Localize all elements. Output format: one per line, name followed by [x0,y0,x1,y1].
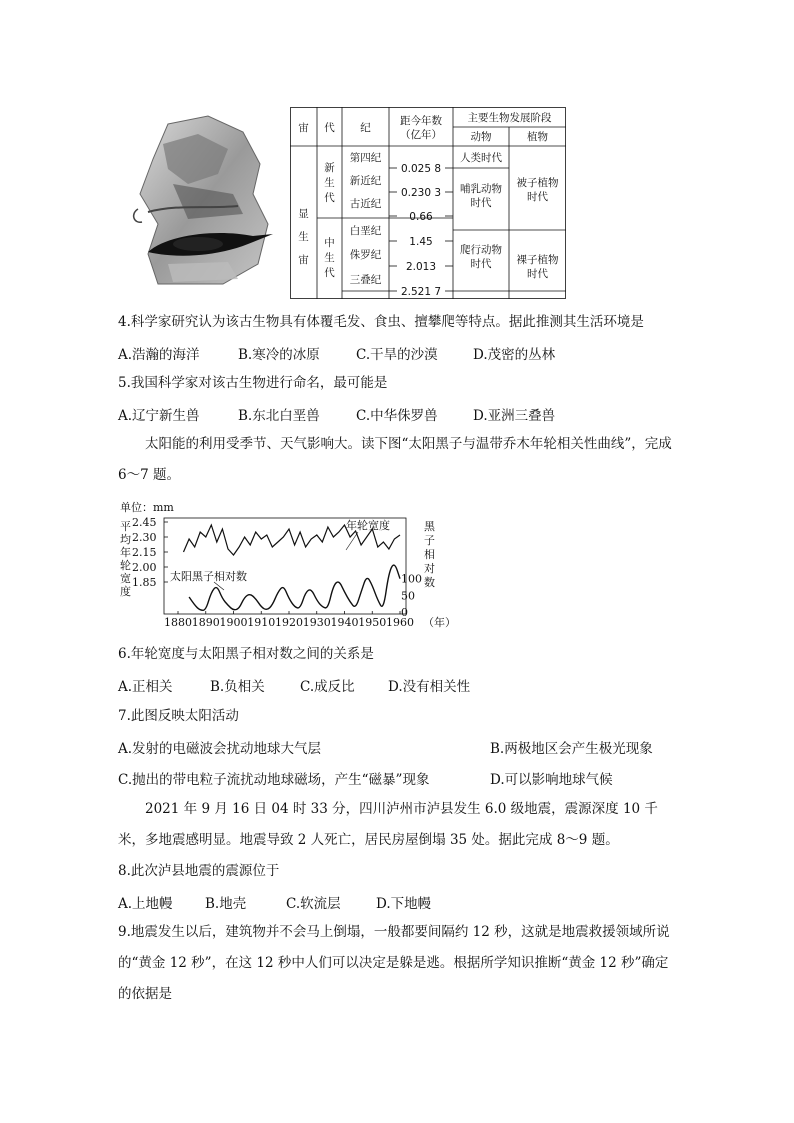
left-axis-label-char: 平 [120,520,131,533]
q8-option-a[interactable]: A.上地幔 [118,896,173,912]
x-tick-label: 1920 [275,616,303,629]
q6-option-b[interactable]: B.负相关 [210,679,265,695]
left-tick-label: 2.15 [132,546,157,559]
right-tick-label: 50 [401,589,415,603]
header-years: 距今年数 [400,115,442,127]
q4-option-b[interactable]: B.寒冷的冰原 [238,347,320,363]
period-name: 白垩纪 [349,225,382,237]
left-axis-label-char: 度 [120,585,131,598]
x-tick-label: 1930 [302,616,331,629]
header-plant: 植物 [527,131,548,143]
period-name: 古近纪 [349,198,382,210]
period-name: 侏罗纪 [349,249,382,261]
series-label-sunspot: 太阳黑子相对数 [170,570,247,583]
q8-option-b[interactable]: B.地壳 [205,896,247,912]
q4-option-a[interactable]: A.浩瀚的海洋 [118,347,200,363]
animal-stage: 哺乳动物 [460,183,502,195]
animal-stage: 时代 [470,258,492,270]
period-name: 第四纪 [349,152,382,164]
x-tick-label: 1900 [219,616,248,629]
q5-option-d[interactable]: D.亚洲三叠兽 [473,408,556,424]
left-axis-label-char: 年 [120,546,131,559]
intro-earthquake-passage: 2021 年 9 月 16 日 04 时 33 分，四川泸州市泸县发生 6.0 级地震，震源深度 10 千米，多地震感明显。地震导致 2 人死亡，居民房屋倒塌 35 处。据此完成 8～9 题。 [118,801,658,848]
era-char: 新 [324,162,335,174]
chart-unit-label: 单位：mm [120,501,174,514]
q6-option-a[interactable]: A.正相关 [118,679,173,695]
left-tick-label: 1.85 [132,576,157,589]
sunspot-tree-ring-chart [118,500,456,632]
intro-solar-passage: 太阳能的利用受季节、天气影响大。读下图“太阳黑子与温带乔木年轮相关性曲线”，完成 6～7 题。 [118,436,672,483]
right-tick-label: 100 [401,572,422,586]
x-axis-unit: （年） [423,616,456,629]
animal-stage: 爬行动物 [460,244,502,256]
right-axis-label-char: 相 [424,548,435,561]
left-tick-label: 2.00 [132,561,157,574]
right-axis-label-char: 对 [424,562,435,575]
q6-option-d[interactable]: D.没有相关性 [388,679,471,695]
x-tick-label: 1880 [164,616,192,629]
x-tick-label: 1910 [247,616,276,629]
left-axis-label-char: 宽 [120,572,131,585]
question-7-stem: 7.此图反映太阳活动 [118,708,239,724]
q8-option-d[interactable]: D.下地幔 [376,896,432,912]
header-period: 纪 [360,122,371,134]
era-char: 代 [324,267,335,279]
left-axis-label-char: 轮 [120,559,131,572]
right-axis-label-char: 数 [424,576,435,589]
question-4-stem: 4.科学家研究认为该古生物具有体覆毛发、食虫、擅攀爬等特点。据此推测其生活环境是 [118,314,644,330]
left-tick-label: 2.30 [132,531,157,544]
q4-option-c[interactable]: C.干旱的沙漠 [356,347,438,363]
era-char: 生 [324,177,335,189]
fossil-photo [128,114,278,286]
left-axis-label-char: 均 [120,533,131,546]
header-animal: 动物 [470,131,492,143]
question-9-stem: 9.地震发生以后，建筑物并不会马上倒塌，一般都要间隔约 12 秒，这就是地震救援领域所说的“黄金 12 秒”，在这 12 秒中人们可以决定是躲是逃。根据所学知识推断“黄金 12 秒”确定的依据是 [118,924,670,1002]
years-value: 2.521 7 [400,286,442,298]
header-years-unit: （亿年） [400,129,442,141]
era-char: 中 [324,237,335,249]
series-label-ring-width: 年轮宽度 [346,519,390,532]
question-6-stem: 6.年轮宽度与太阳黑子相对数之间的关系是 [118,646,374,662]
plant-stage: 被子植物 [516,177,559,189]
x-tick-label: 1890 [191,616,220,629]
years-value: 0.230 3 [400,187,442,199]
q7-option-c[interactable]: C.抛出的带电粒子流扰动地球磁场，产生“磁暴”现象 [118,772,430,788]
x-tick-label: 1950 [358,616,387,629]
header-era: 代 [324,122,335,134]
years-value: 2.013 [405,261,437,273]
q7-option-d[interactable]: D.可以影响地球气候 [490,772,613,788]
period-name: 新近纪 [349,175,382,187]
animal-stage: 时代 [470,197,492,209]
q4-option-d[interactable]: D.茂密的丛林 [473,347,556,363]
era-char: 代 [324,192,335,204]
left-tick-label: 2.45 [132,516,157,529]
header-stage: 主要生物发展阶段 [467,112,552,124]
era-char: 生 [324,252,335,264]
q5-option-c[interactable]: C.中华侏罗兽 [356,408,438,424]
q5-option-a[interactable]: A.辽宁新生兽 [118,408,200,424]
plant-stage: 时代 [527,268,548,280]
right-tick-label: 0 [401,606,408,619]
eon-char: 宙 [298,254,309,266]
right-axis-label-char: 黑 [424,520,435,533]
q8-option-c[interactable]: C.软流层 [286,896,341,912]
x-tick-label: 1940 [330,616,359,629]
years-value: 0.025 8 [400,163,442,175]
x-tick-label: 1960 [386,616,414,629]
q6-option-c[interactable]: C.成反比 [300,679,355,695]
q7-option-b[interactable]: B.两极地区会产生极光现象 [490,741,653,757]
eon-char: 显 [298,208,309,220]
period-name: 三叠纪 [349,274,382,286]
plant-stage: 裸子植物 [516,254,559,266]
question-5-stem: 5.我国科学家对该古生物进行命名，最可能是 [118,375,388,391]
years-value: 1.45 [409,236,433,248]
q7-option-a[interactable]: A.发射的电磁波会扰动地球大气层 [118,741,322,757]
eon-char: 生 [298,231,309,243]
right-axis-label-char: 子 [424,534,435,547]
geologic-time-table [290,107,566,299]
animal-stage: 人类时代 [460,152,502,164]
header-eon: 宙 [298,122,309,134]
plant-stage: 时代 [527,191,548,203]
years-value: 0.66 [409,211,433,223]
q5-option-b[interactable]: B.东北白垩兽 [238,408,320,424]
question-8-stem: 8.此次泸县地震的震源位于 [118,863,280,879]
